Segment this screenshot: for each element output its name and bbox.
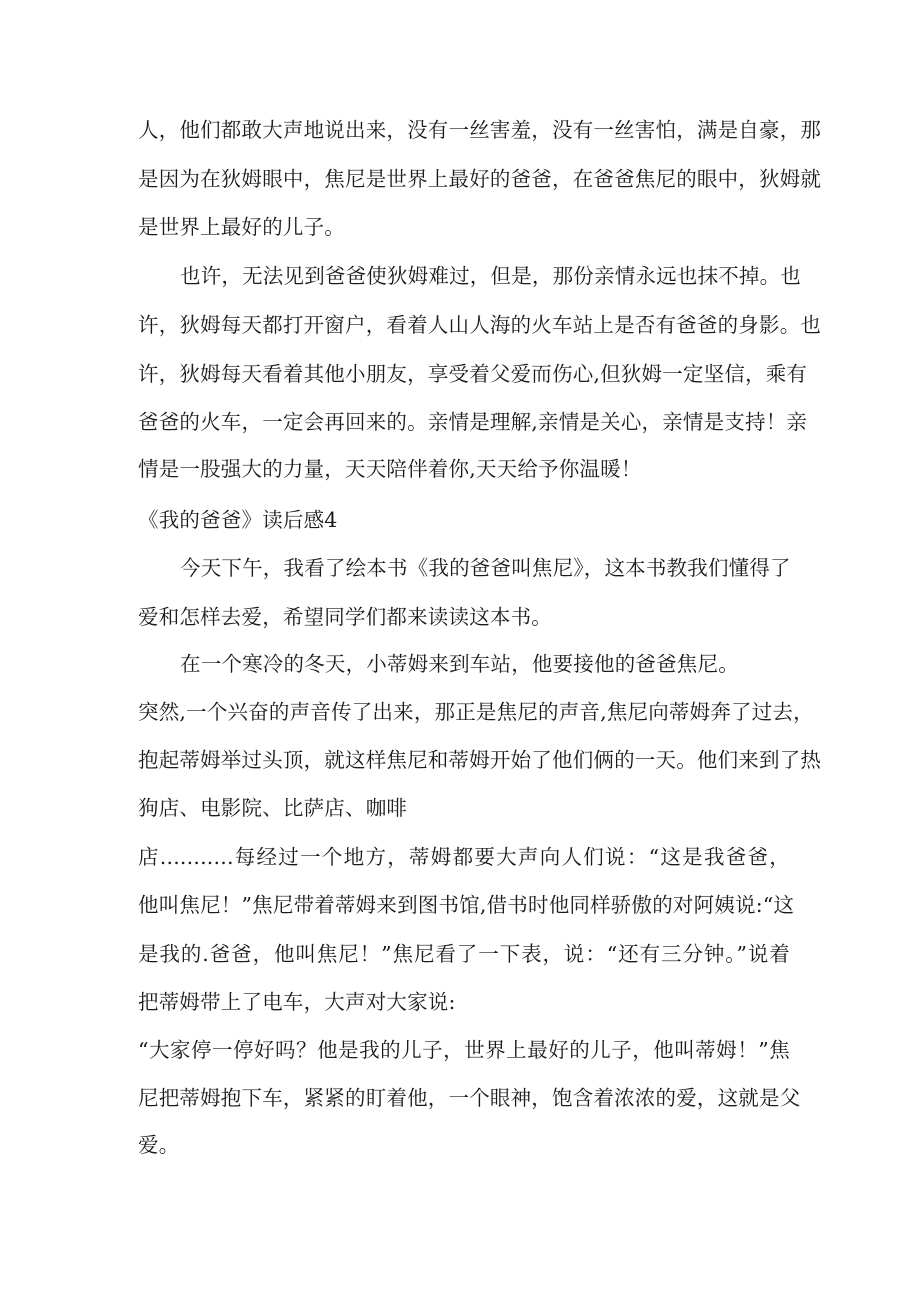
- paragraph-line: 人，他们都敢大声地说出来，没有一丝害羞，没有一丝害怕，满是自豪，那: [138, 118, 822, 142]
- paragraph-line: 爱。: [138, 1133, 180, 1157]
- paragraph-line: 店...........每经过一个地方，蒂姆都要大声向人们说：“这是我爸爸，: [138, 845, 790, 869]
- paragraph-line: 情是一股强大的力量，天天陪伴着你,天天给予你温暖！: [138, 457, 642, 481]
- paragraph-line: 他叫焦尼！”焦尼带着蒂姆来到图书馆,借书时他同样骄傲的对阿姨说:“这: [138, 893, 795, 917]
- paragraph-line: 突然,一个兴奋的声音传了出来，那正是焦尼的声音,焦尼向蒂姆奔了过去，: [138, 700, 814, 724]
- paragraph-line: 把蒂姆带上了电车，大声对大家说:: [138, 990, 456, 1014]
- paragraph-line: 今天下午，我看了绘本书《我的爸爸叫焦尼》，这本书教我们懂得了: [180, 556, 791, 580]
- paragraph-line: 是因为在狄姆眼中，焦尼是世界上最好的爸爸，在爸爸焦尼的眼中，狄姆就: [138, 167, 822, 191]
- paragraph-line: “大家停一停好吗？他是我的儿子，世界上最好的儿子，他叫蒂姆！”焦: [138, 1038, 790, 1062]
- paragraph-line: 也许，无法见到爸爸使狄姆难过，但是，那份亲情永远也抹不掉。也: [180, 264, 801, 288]
- paragraph-line: 许，狄姆每天看着其他小朋友，享受着父爱而伤心,但狄姆一定坚信，乘有: [138, 362, 808, 386]
- paragraph-line: 狗店、电影院、比萨店、咖啡: [138, 796, 408, 820]
- paragraph-line: 是世界上最好的儿子。: [138, 215, 345, 239]
- paragraph-line: 爸爸的火车，一定会再回来的。亲情是理解,亲情是关心，亲情是支持！亲: [138, 410, 808, 434]
- section-heading: 《我的爸爸》读后感4: [138, 508, 338, 532]
- paragraph-line: 尼把蒂姆抱下车，紧紧的盯着他，一个眼神，饱含着浓浓的爱，这就是父: [138, 1086, 801, 1110]
- paragraph-line: 许，狄姆每天都打开窗户，看着人山人海的火车站上是否有爸爸的身影。也: [138, 313, 822, 337]
- paragraph-line: 爱和怎样去爱，希望同学们都来读读这本书。: [138, 605, 552, 629]
- paragraph-line: 在一个寒冷的冬天，小蒂姆来到车站，他要接他的爸爸焦尼。: [180, 652, 739, 676]
- paragraph-line: 抱起蒂姆举过头顶，就这样焦尼和蒂姆开始了他们俩的一天。他们来到了热: [138, 748, 822, 772]
- paragraph-line: 是我的.爸爸，他叫焦尼！”焦尼看了一下表，说：“还有三分钟。”说着: [138, 942, 790, 966]
